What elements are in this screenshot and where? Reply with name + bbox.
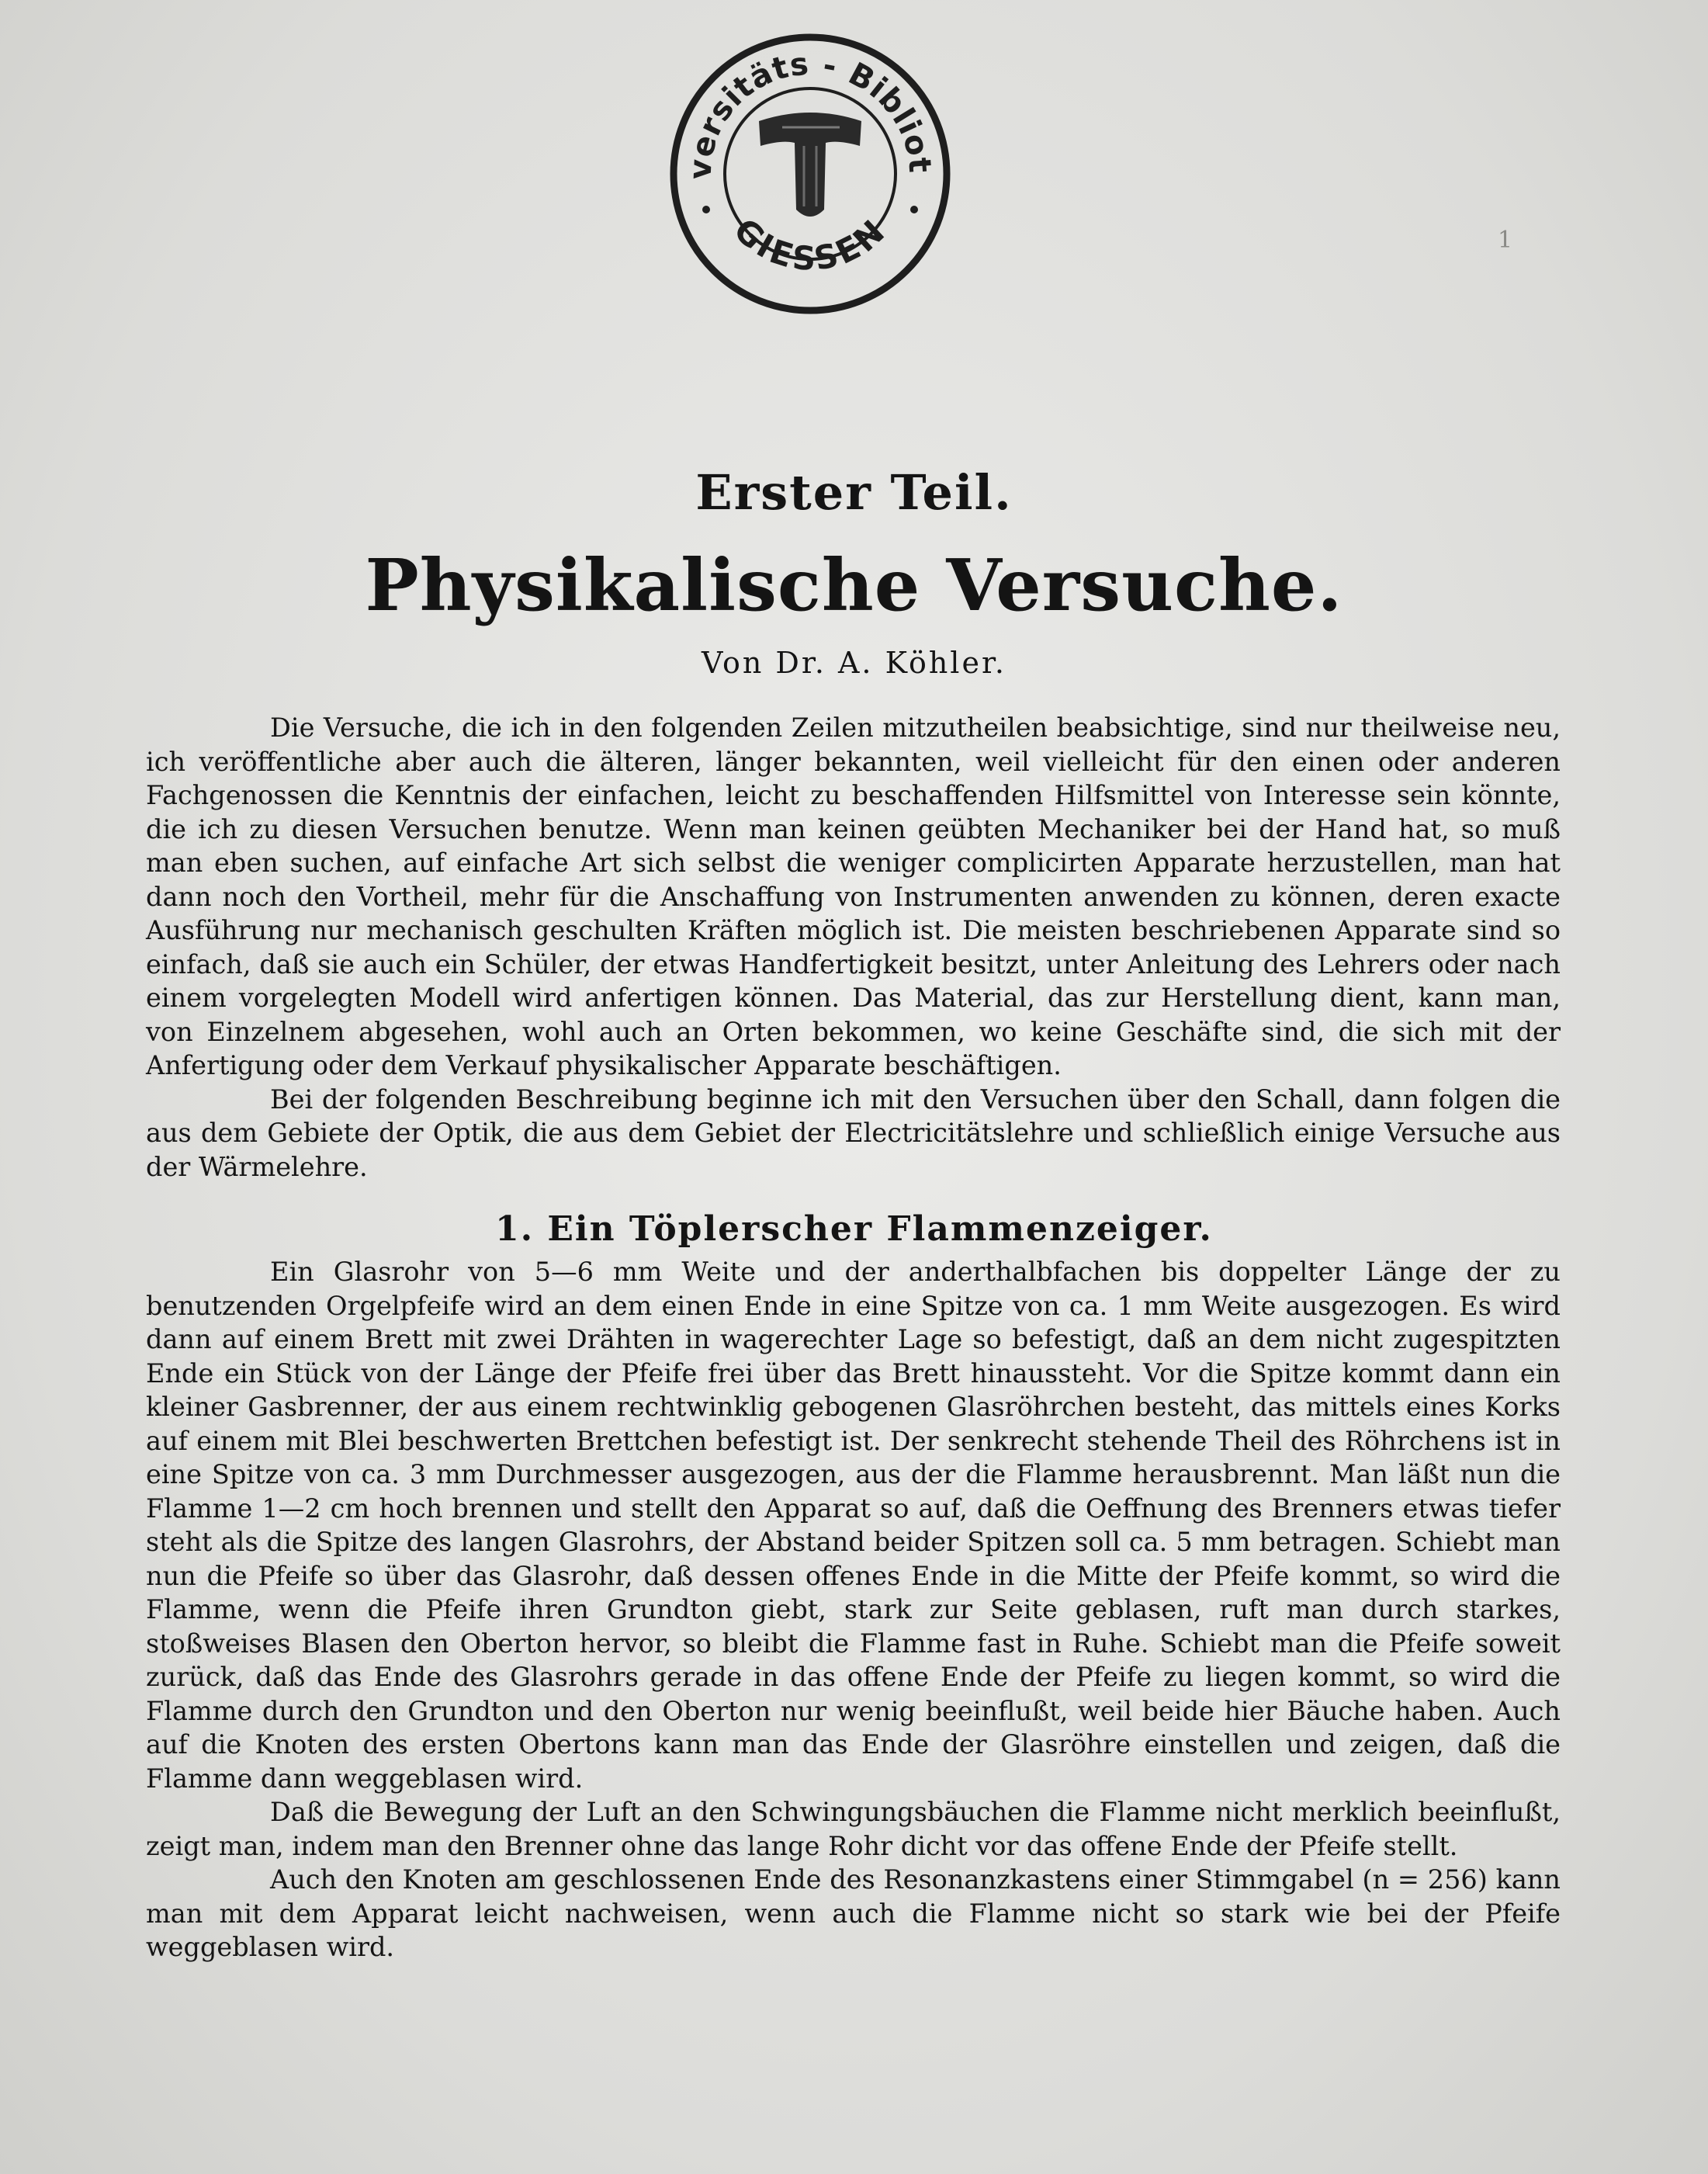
author-line: Von Dr. A. Köhler. — [701, 646, 1007, 680]
library-stamp — [666, 29, 954, 318]
intro-text — [146, 711, 1561, 1184]
paragraph: Daß die Bewegung der Luft an den Schwingungsbäuchen die Flamme nicht merklich beeinflußt, zeigt man, indem man den Brenner ohne das lange Rohr dicht vor das offene Ende der Pfeife stellt. — [146, 1797, 1561, 1861]
section-text — [146, 1255, 1561, 1964]
paragraph: Die Versuche, die ich in den folgenden Zeilen mitzutheilen beabsichtige, sind nur theilweise neu, ich veröffentliche aber auch die älteren, länger bekannten, weil vielleicht für den einen oder anderen Fachgenossen die Kenntnis der einfachen, leicht zu beschaffenden Hilfsmittel von Interesse sein könnte, die ich zu diesen Versuchen benutze. Wenn man keinen geübten Mechaniker bei der Hand hat, so muß man eben suchen, auf einfache Art sich selbst die weniger complicirten Apparate herzustellen, man hat dann noch den Vortheil, mehr für die Anschaffung von Instrumenten anwenden zu können, deren exacte Ausführung nur mechanisch geschulten Kräften möglich ist. Die meisten beschriebenen Apparate sind so einfach, daß sie auch ein Schüler, der etwas Handfertigkeit besitzt, unter Anleitung des Lehrers oder nach einem vorgelegten Modell wird anfertigen können. Das Material, das zur Herstellung dient, kann man, von Einzelnem abgesehen, wohl auch an Orten bekommen, wo keine Geschäfte sind, die sich mit der Anfertigung oder dem Verkauf physikalischer Apparate beschäftigen. — [146, 713, 1561, 1080]
section-heading: 1. Ein Töplerscher Flammenzeiger. — [495, 1209, 1213, 1249]
paragraph: Ein Glasrohr von 5—6 mm Weite und der anderthalbfachen bis doppelter Länge der zu benutzenden Orgelpfeife wird an dem einen Ende in eine Spitze von ca. 1 mm Weite ausgezogen. Es wird dann auf einem Brett mit zwei Drähten in wagerechter Lage so befestigt, daß an dem nicht zugespitzten Ende ein Stück von der Länge der Pfeife frei über das Brett hinaussteht. Vor die Spitze kommt dann ein kleiner Gasbrenner, der aus einem rechtwinklig gebogenen Glasröhrchen besteht, das mittels eines Korks auf einem mit Blei beschwerten Brettchen befestigt ist. Der senkrecht stehende Theil des Röhrchens ist in eine Spitze von ca. 3 mm Durchmesser ausgezogen, aus der die Flamme herausbrennt. Man läßt nun die Flamme 1—2 cm hoch brennen und stellt den Apparat so auf, daß die Oeffnung des Brenners etwas tiefer steht als die Spitze des langen Glasrohrs, der Abstand beider Spitzen soll ca. 5 mm betragen. Schiebt man nun die Pfeife so über das Glasrohr, daß dessen offenes Ende in die Mitte der Pfeife kommt, so wird die Flamme, wenn die Pfeife ihren Grundton giebt, stark zur Seite geblasen, ruft man durch starkes, stoßweises Blasen den Oberton hervor, so bleibt die Flamme fast in Ruhe. Schiebt man die Pfeife soweit zurück, daß das Ende des Glasrohrs gerade in das offene Ende der Pfeife zu liegen kommt, so wird die Flamme durch den Grundton und den Oberton nur wenig beeinflußt, weil beide hier Bäuche haben. Auch auf die Knoten des ersten Obertons kann man das Ende der Glasröhre einstellen und zeigen, daß die Flamme dann weggeblasen wird. — [146, 1257, 1561, 1794]
paragraph: Bei der folgenden Beschreibung beginne ich mit den Versuchen über den Schall, dann folgen die aus dem Gebiete der Optik, die aus dem Gebiet der Electricitätslehre und schließlich einige Versuche aus der Wärmelehre. — [146, 1084, 1561, 1182]
main-title: Physikalische Versuche. — [365, 543, 1343, 627]
paragraph: Auch den Knoten am geschlossenen Ende des Resonanzkastens einer Stimmgabel (n = 256) kann man mit dem Apparat leicht nachweisen, wenn auch die Flamme nicht so stark wie bei der Pfeife weggeblasen wird. — [146, 1864, 1561, 1962]
part-title: Erster Teil. — [695, 464, 1013, 521]
svg-text:GIESSEN: GIESSEN — [726, 210, 894, 279]
library-stamp-graphic — [666, 29, 954, 318]
page-mark: 1 — [1498, 227, 1513, 254]
svg-text:Universitäts - Bibliothek: versitäts - Bibliot — [682, 46, 938, 181]
stamp-text — [666, 29, 667, 30]
